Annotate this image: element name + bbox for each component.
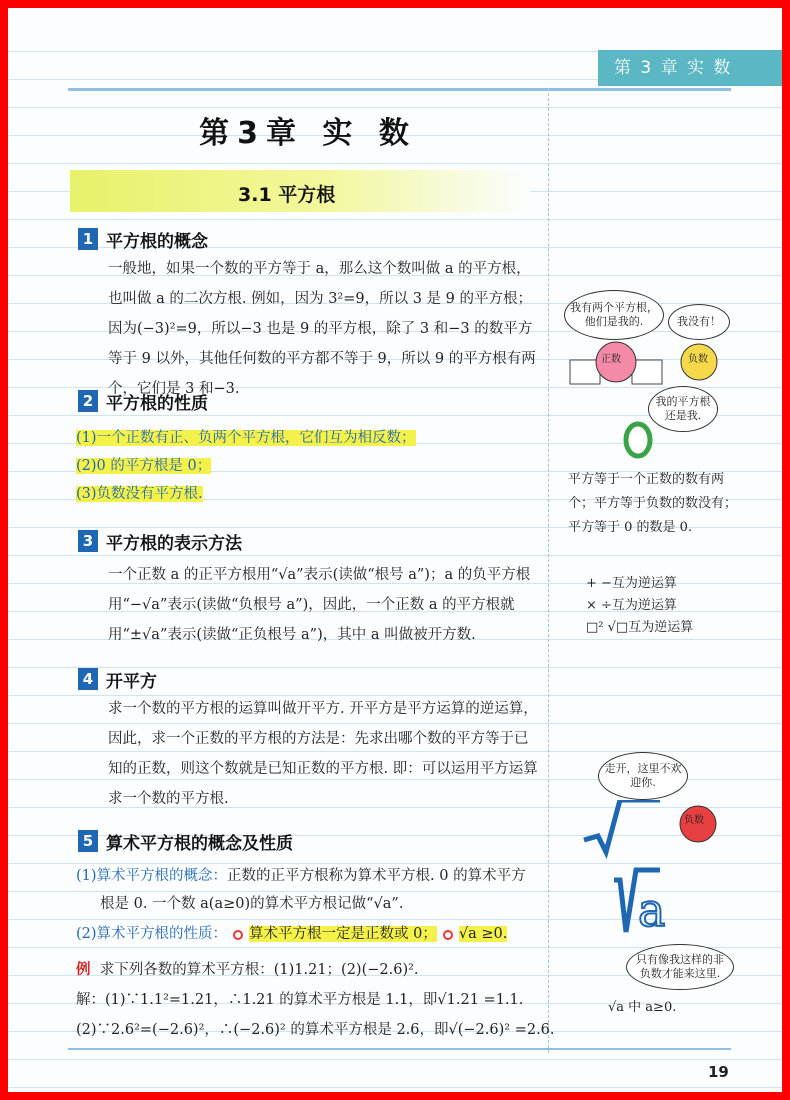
speech-bubble: 我的平方根还是我. bbox=[648, 386, 718, 432]
property-label: (2)算术平方根的性质： bbox=[76, 926, 228, 942]
chair-icon bbox=[632, 360, 662, 384]
section-4-title: 开平方 bbox=[106, 671, 157, 692]
example-solution-1: 解：(1)∵1.1²=1.21，∴1.21 的算术平方根是 1.1，即√1.21 =1.1. bbox=[76, 992, 524, 1008]
arith-root-concept bbox=[76, 864, 526, 885]
zero-character bbox=[626, 424, 650, 456]
sidebar-note-1: 平方等于一个正数的数有两个；平方等于负数的数没有；平方等于 0 的数是 0. bbox=[568, 472, 738, 535]
section-5-heading bbox=[78, 828, 293, 854]
chapter-title: 第3章 实 数 bbox=[199, 116, 417, 151]
property-item-2: (2)0 的平方根是 0； bbox=[76, 458, 212, 474]
example-question bbox=[76, 958, 419, 979]
property-item-1: (1)一个正数有正、负两个平方根，它们互为相反数； bbox=[76, 430, 416, 446]
textbook-page bbox=[8, 8, 782, 1092]
section-5-title: 算术平方根的概念及性质 bbox=[106, 833, 293, 854]
section-title: 3.1 平方根 bbox=[238, 184, 336, 206]
section-1-heading bbox=[78, 226, 208, 252]
char-label-positive: 正数 bbox=[601, 354, 621, 365]
section-1-body: 一般地，如果一个数的平方等于 a，那么这个数叫做 a 的平方根，也叫做 a 的二次方根. 例如，因为 3²=9，所以 3 是 9 的平方根；因为(−3)²=9，所以−3 也是 9 的平方根，除了 3 和−3 的数平方等于 9 以外，其他任何数的平方都不等于 9，所以 9 的平方根有两个，它们是 3 和−3. bbox=[108, 261, 536, 397]
chapter-tab: 第 3 章 实 数 bbox=[598, 50, 782, 86]
section-1-title: 平方根的概念 bbox=[106, 231, 208, 252]
concept-text-2: 根是 0. 一个数 a(a≥0)的算术平方根记做“√a”. bbox=[100, 896, 404, 912]
section-3-body: 一个正数 a 的正平方根用“√a”表示(读做“根号 a”)；a 的负平方根用“−√a”表示(读做“负根号 a”)，因此，一个正数 a 的平方根就用“±√a”表示(读做“正负根号 a”)，其中 a 叫做被开方数. bbox=[108, 567, 531, 643]
section-4-body: 求一个数的平方根的运算叫做开平方. 开平方是平方运算的逆运算，因此，求一个正数的平方根的方法是：先求出哪个数的平方等于已知的正数，则这个数就是已知正数的平方根. 即：可以运用平方运算求一个数的平方根. bbox=[108, 701, 538, 807]
property-1: 算术平方根一定是正数或 0； bbox=[249, 926, 437, 942]
section-2-number: 2 bbox=[78, 390, 98, 412]
speech-bubble: 只有像我这样的非负数才能来这里. bbox=[626, 944, 734, 990]
speech-bubble: 我有两个平方根，他们是我的. bbox=[564, 290, 664, 340]
bullet-icon bbox=[443, 930, 453, 940]
page-number: 19 bbox=[708, 1063, 729, 1081]
section-3-title: 平方根的表示方法 bbox=[106, 533, 242, 554]
sqrt-sign-character bbox=[584, 800, 660, 852]
cartoon-sqrt-illustration bbox=[580, 800, 730, 940]
inverse-op-1: + −互为逆运算 bbox=[586, 576, 677, 591]
bullet-icon bbox=[233, 930, 243, 940]
inverse-op-2: × ÷互为逆运算 bbox=[586, 598, 677, 613]
speech-bubble: 我没有！ bbox=[668, 304, 730, 340]
example-label: 例 bbox=[76, 961, 91, 978]
concept-text: 正数的正平方根称为算术平方根. 0 的算术平方 bbox=[227, 868, 526, 884]
arith-root-property bbox=[76, 922, 507, 943]
example-solution-2: (2)∵2.6²=(−2.6)²，∴(−2.6)² 的算术平方根是 2.6，即√(−2.6)² =2.6. bbox=[76, 1022, 555, 1038]
property-2: √a ≥0. bbox=[458, 926, 508, 942]
section-1-number: 1 bbox=[78, 228, 98, 250]
bottom-rule bbox=[68, 1048, 731, 1050]
section-2-title: 平方根的性质 bbox=[106, 393, 208, 414]
inverse-op-3: □² √□互为逆运算 bbox=[586, 620, 694, 635]
sidebar-note-2: √a 中 a≥0. bbox=[608, 1000, 677, 1015]
letter-a-character: a bbox=[638, 883, 666, 937]
section-2-heading bbox=[78, 388, 208, 414]
section-4-number: 4 bbox=[78, 668, 98, 690]
chair-icon bbox=[570, 360, 600, 384]
section-5-number: 5 bbox=[78, 830, 98, 852]
example-question-text: 求下列各数的算术平方根：(1)1.21；(2)(−2.6)². bbox=[99, 962, 419, 978]
top-rule bbox=[68, 88, 731, 91]
concept-label: (1)算术平方根的概念： bbox=[76, 868, 228, 884]
char-label-negative: 负数 bbox=[688, 354, 708, 365]
section-4-heading bbox=[78, 666, 157, 692]
char-label-negative-2: 负数 bbox=[684, 815, 704, 826]
speech-bubble: 走开，这里不欢迎你. bbox=[598, 752, 688, 800]
section-3-heading bbox=[78, 528, 242, 554]
section-3-number: 3 bbox=[78, 530, 98, 552]
margin-line bbox=[548, 88, 549, 1053]
property-item-3: (3)负数没有平方根. bbox=[76, 486, 203, 502]
